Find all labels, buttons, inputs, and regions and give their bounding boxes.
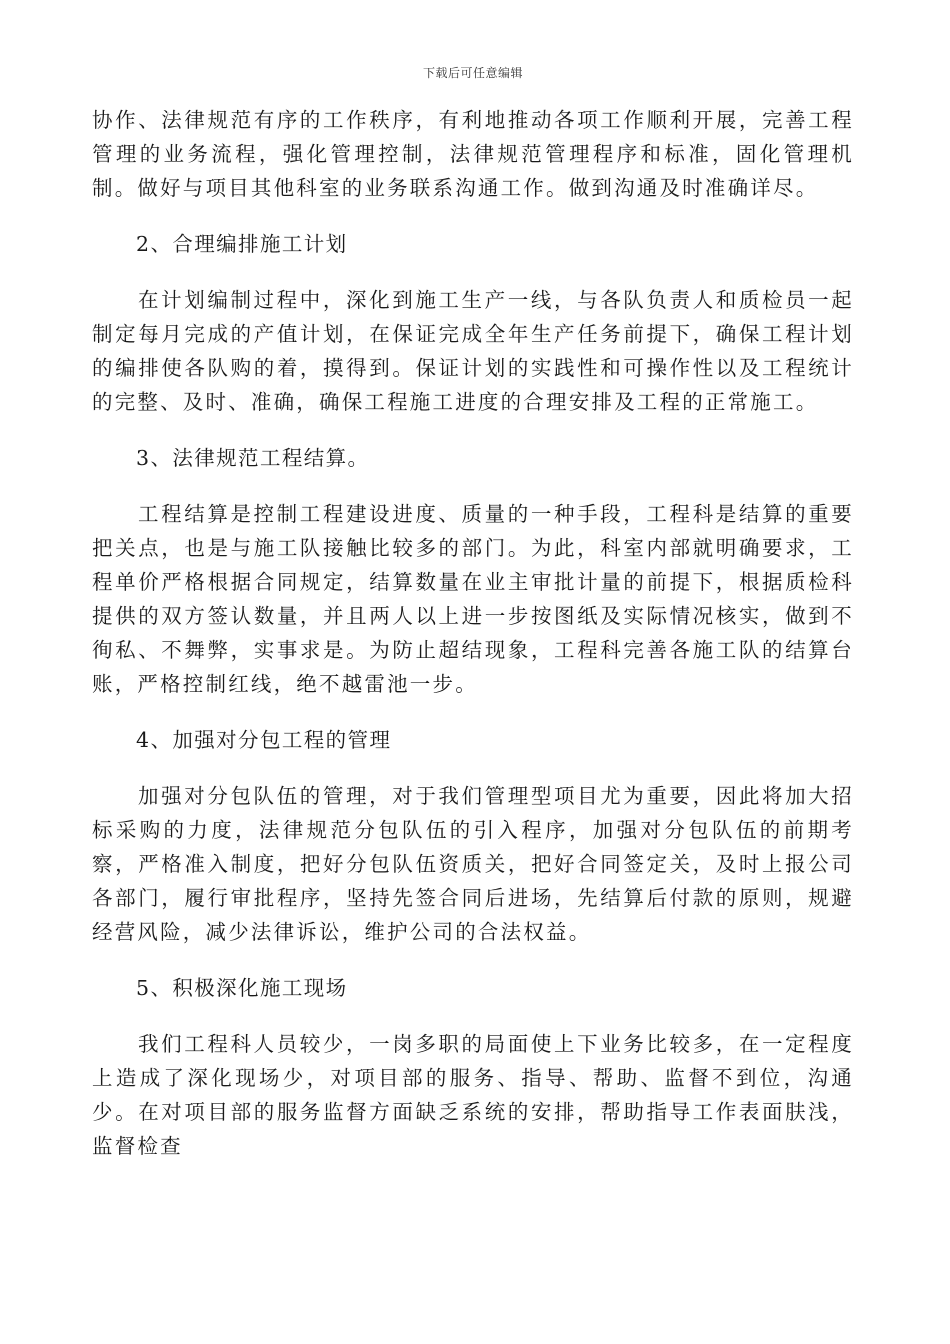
header-note: 下载后可任意编辑 (422, 66, 523, 80)
section-heading-3: 3、法律规范工程结算。 (136, 446, 370, 470)
paragraph-settlement: 工程结算是控制工程建设进度、质量的一种手段，工程科是结算的重要把关点，也是与施工队接触比较多的部门。为此，科室内部就明确要求，工程单价严格根据合同规定，结算数量在业主审批计量的前提下，根据质检科提供的双方签认数量，并且两人以上进一步按图纸及实际情况核实，做到不徇私、不舞弊，实事求是。为防止超结现象，工程科完善各施工队的结算台账，严格控制红线，绝不越雷池一步。 (92, 502, 854, 696)
paragraph-subcontract: 加强对分包队伍的管理，对于我们管理型项目尤为重要，因此将加大招标采购的力度，法律规范分包队伍的引入程序，加强对分包队伍的前期考察，严格准入制度，把好分包队伍资质关，把好合同签定关，及时上报公司各部门，履行审批程序，坚持先签合同后进场，先结算后付款的原则，规避经营风险，减少法律诉讼，维护公司的合法权益。 (92, 784, 854, 944)
section-heading-2: 2、合理编排施工计划 (136, 232, 348, 256)
section-heading-4: 4、加强对分包工程的管理 (136, 728, 392, 752)
section-heading-5: 5、积极深化施工现场 (136, 976, 348, 1000)
paragraph-plan: 在计划编制过程中，深化到施工生产一线，与各队负责人和质检员一起制定每月完成的产值计划，在保证完成全年生产任务前提下，确保工程计划的编排使各队购的着，摸得到。保证计划的实践性和可操作性以及工程统计的完整、及时、准确，确保工程施工进度的合理安排及工程的正常施工。 (92, 288, 854, 414)
paragraph-site: 我们工程科人员较少，一岗多职的局面使上下业务比较多，在一定程度上造成了深化现场少，对项目部的服务、指导、帮助、监督不到位，沟通少。在对项目部的服务监督方面缺乏系统的安排，帮助指导工作表面肤浅，监督检查 (92, 1032, 854, 1158)
paragraph-intro: 协作、法律规范有序的工作秩序，有利地推动各项工作顺利开展，完善工程管理的业务流程，强化管理控制，法律规范管理程序和标准，固化管理机制。做好与项目其他科室的业务联系沟通工作。做到沟通及时准确详尽。 (92, 108, 854, 200)
